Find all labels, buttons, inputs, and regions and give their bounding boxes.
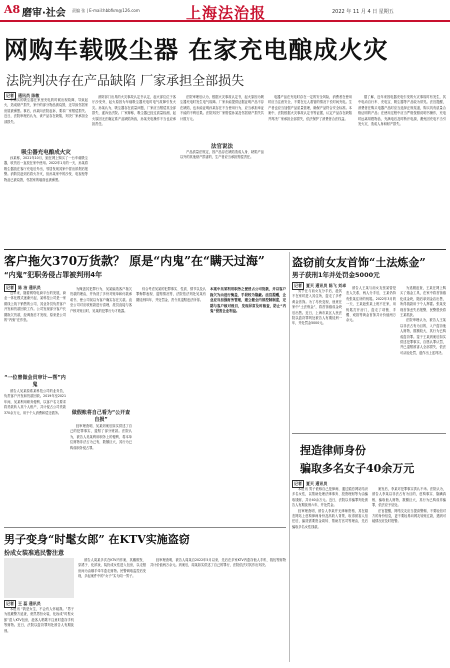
byline-tag: 记者	[294, 481, 302, 486]
byline-names: 王 蕊 通讯员	[18, 601, 41, 606]
story5-body3: 经审理查明，被告人周某自2022年5月以来，先后在多家KTV内盗窃他人手机、钱包等财物共计价值两万余元。到案后，周某如实供述了自己的罪行，法院依法对其作出判决。	[150, 558, 286, 568]
story3-body2: 被告人王某与前女友张某曾是恋人关系，两人分手后，王某仍持有张某住所的钥匙。2022年3月的一天，王某趁张某上班不在家，用钥匙打开房门，盗走了项链、手镯、戒指等黄金首饰共计价值两万余元。	[346, 286, 396, 323]
divider-1	[4, 249, 446, 250]
byline-names: 陈 洁 通讯员	[18, 285, 41, 290]
main-subheadline: 法院判决存在产品缺陷 厂家承担全部损失	[6, 74, 245, 89]
main-col1-subhead: 吸尘器充电酿成火灾	[21, 150, 71, 156]
story3-subheadline: 男子获刑1年并处罚金5000元	[292, 271, 380, 279]
main-col3-body: 法院审理后认为，根据火灾事故认定书，起火原因为吸尘器充电时发生电气故障。厂家未能提供证据证明产品不存在缺陷，也未能证明孙某存在不当使用行为，应当承担举证不能的不利后果。法院判决厂家赔偿孙某及邻居财产损失共计数万元。	[180, 95, 264, 121]
story2-headline: 客户拖欠370万货款？ 原是“内鬼”在“瞒天过海”	[4, 254, 265, 268]
byline-names: 夏天 通讯员 陈飞 刘卓	[306, 283, 347, 288]
story3-body1: 男子在与前女友分手后，趁其不在家时进入其住所，盗走了多件黄金首饰。为了尽快变现，他竟在家中“土法炼金”，将首饰熔成金块后出售。近日，上海市某区人民法院以盗窃罪判处被告人有期徒刑一年，并处罚金5000元。	[292, 289, 342, 326]
main-headline: 网购车载吸尘器 在家充电酿成火灾	[4, 35, 389, 64]
page-number: A8	[4, 3, 21, 16]
story2-body2: 被告人吴某原系某科技公司的业务员，负责客户开发和货款回收。2019年至2021年间，吴某利用职务便利，以客户名义要求将货款转入其个人账户，共计侵占公司货款370余万元，用于个人消费和偿还债务。	[4, 389, 66, 415]
main-col4-body: 电器产品在充电时存在一定的安全风险，消费者在使用时应当注意安全，不要在无人看管的情况下长时间充电。生产者也应当加强产品质量管理，确保产品符合安全标准。本案中，法院根据火灾事故认定书等证据，认定产品存在缺陷并判决厂家承担全部损失，依法保护了消费者合法权益。	[268, 95, 352, 121]
byline-tag: 记者	[6, 285, 14, 290]
issue-date: 2022 年 11 月 4 日 星期五	[332, 9, 394, 15]
byline-names: 通讯员 陈敏	[18, 93, 40, 98]
byline-tag: 记者	[6, 601, 14, 606]
story4-body2: 案发后，李某对犯罪事实供认不讳。法院认为，被告人李某以非法占有为目的，虚构事实、隐瞒真相，骗取他人财物，数额巨大，其行为已构成诈骗罪，依法应予惩处。 法官提醒，网络交友应当提高警惕，不要轻信对方的身份信息，更不要轻易向网友转账汇款，遇到可疑情况应及时报警。	[372, 487, 446, 524]
main-col5-body: 据了解，近年来因电器充电引发的火灾事故时有发生，其中电动自行车、充电宝、吸尘器等产品较为常见。法官提醒，消费者在购买电器产品时应当选择正规渠道，购买具有质量合格证明的产品；在使用过程中应当严格按照说明书操作，充电时远离易燃物品，充满电后及时断开电源，避免因充电不当引发火灾，造成人身和财产损失。	[358, 95, 446, 127]
story2-quote: 本案中吴某利用职务之便侵占公司货款，并以客户拖欠为由进行掩盖，手段较为隐蔽。法官提醒，企业应当加强财务管理，建立健全内部控制制度，定期与客户核对账目，发现异常及时核查，防止“内鬼”侵害企业利益。	[210, 287, 286, 314]
divider-2	[4, 527, 286, 528]
editor-info: 责编 张 | E-mail:hbbfkm@126.com	[72, 8, 140, 13]
story2-subheadline: “内鬼”犯职务侵占罪被判刑4年	[4, 271, 103, 279]
story5-subheadline: 扮成女装准逃民警注意	[4, 550, 65, 557]
main-col1-intro: 车购买的吸尘器在家里充电的时候出现故障，导致起火，造成财产损失，家中的部分物品被烧毁，还导致邻居家房屋被熏黑。事后，孙某向法院起诉，要求厂家赔偿损失。近日，法院审理后认为，该产品存在缺陷，判决厂家承担全部损失。	[4, 98, 88, 124]
main-col1-body: 孙某称，2021年10月，她在网上购买了一台车载吸尘器，收货后一直放在家中使用。2022年1月的一天，孙某将吸尘器放在客厅充电后外出，邻居发现其家中冒出浓烟后报警。消防员赶到后将火扑灭，但孙某家中的沙发、电视柜等物品已被烧毁，邻居家的墙面也被熏黑。	[4, 156, 88, 182]
story2-body5: 综合考虑吴某的犯罪事实、性质、情节以及认罪悔罪表现、退赔情况等，法院依法判处吴某有期徒刑四年，并处罚金，责令其退赔违法所得。	[136, 287, 206, 302]
story5-photo	[4, 558, 74, 598]
story2-body3: 为掩盖其犯罪行为，吴某编造客户拖欠货款的理由，并伪造了多份对账单和付款承诺书，使公司误以为客户确实存在欠款。直至公司对应收账款进行清理，派员直接与客户核对账目时，吴某的犯罪行为才败露。	[70, 287, 132, 313]
story2-body4: 经审理查明，吴某到案后如实供述了自己的犯罪事实，退赔了部分赃款。法院认为，被告人吴某利用职务上的便利，将本单位财物非法占为己有，数额巨大，其行为已构成职务侵占罪。	[70, 424, 132, 450]
section-title: 磨审·社会	[22, 8, 66, 19]
story5-body2: 被告人周某多次在KTV内作案，其戴假发、穿裙子、化浓妆，装扮成女性进入包房，以走错房间为由顺手牵羊盗走财物。民警调取监控后发现，多起案件中的“女子”实为同一男子。	[78, 558, 146, 579]
story4-body1: 本报讯 男子谎称自己是律师，通过婚恋网站结识多名女性，以帮助处理法律事务、投资理财等为由骗取钱财，共计40余万元。近日，法院以诈骗罪判处被告人有期徒刑六年，并处罚金。 经审理查明，被告人李某并无律师资格，其在婚恋网站上虚构律师身份及高收入背景，取得被害人信任后，编造需要资金周转、帮助打官司等理由，先后骗取多名女性钱款。	[292, 487, 368, 529]
story2-body1: 近年来，随着网络电商平台的发展，商业一体化模式逐渐兴起，某科技公司是一家做线上线下销售的公司，其业务员负责客户开发和货款回收工作。公司发现部分客户长期拖欠货款，经调查后才发现，原来是公司的“内鬼”在作祟。	[4, 291, 66, 323]
story3-body3: 为逃避追查，王某在网上购买了熔金工具，在家中将首饰熔化成金块，随后拿到金店出售，所得钱款用于个人挥霍。张某发现首饰丢失后报警，民警很快将王某抓获。 法院审理认为，被告人王某以非法占有为目的，入户盗窃他人财物，数额较大，其行为已构成盗窃罪。鉴于王某到案后如实供述犯罪事实，自愿认罪认罚，并已退赔被害人全部损失，依法可从轻处罚，遂作出上述判决。	[400, 286, 446, 355]
story3-headline: 盗窃前女友首饰“土法炼金”	[292, 256, 426, 269]
byline-tag: 记者	[6, 93, 14, 98]
byline-names: 夏天 通讯员	[306, 481, 328, 486]
story4-headline-2: 骗取多名女子40余万元	[300, 462, 415, 475]
byline-tag: 记者	[294, 283, 302, 288]
newspaper-logo: 上海法治报	[186, 4, 267, 22]
story5-body1: 本报讯 “我是女生，不会有人怀疑我。”男子为逃避警方追查，竟然男扮女装，化妆成“时髦女郎”混入KTV包房，趁客人唱歌不注意时盗窃手机等财物。近日，法院以盗窃罪判处被告人有期徒刑。	[4, 607, 74, 633]
story4-headline: 捏造律师身份	[300, 444, 366, 457]
divider-3	[292, 433, 446, 434]
story2-subhead2: 做假账将自己看为“公开查自损”	[71, 410, 131, 423]
story2-subhead1: “一位曾做会员审计—帮”内鬼	[4, 375, 66, 388]
main-col3-subhead: 法官说法	[210, 144, 233, 150]
main-col3-body2: 产品质量法规定，因产品存在缺陷造成人身、缺陷产品以外的其他财产损害的，生产者应当承担赔偿责任。	[180, 150, 264, 160]
main-col2-body: 消防部门出具的火灾事故认定书认定，起火部位位于客厅沙发旁，起火原因为车载吸尘器充电时电气故障引发火灾。孙某认为，吸尘器存在质量问题，厂家应当赔偿其全部损失，遂诉至法院。厂家辩称，吸尘器已经过质量检测，起火原因无法确定系产品缺陷所致，孙某充电操作不当也应承担责任。	[92, 95, 176, 127]
column-divider	[289, 252, 290, 662]
story5-headline: 男子变身“时髦女郎” 在KTV实施盗窃	[4, 533, 190, 546]
